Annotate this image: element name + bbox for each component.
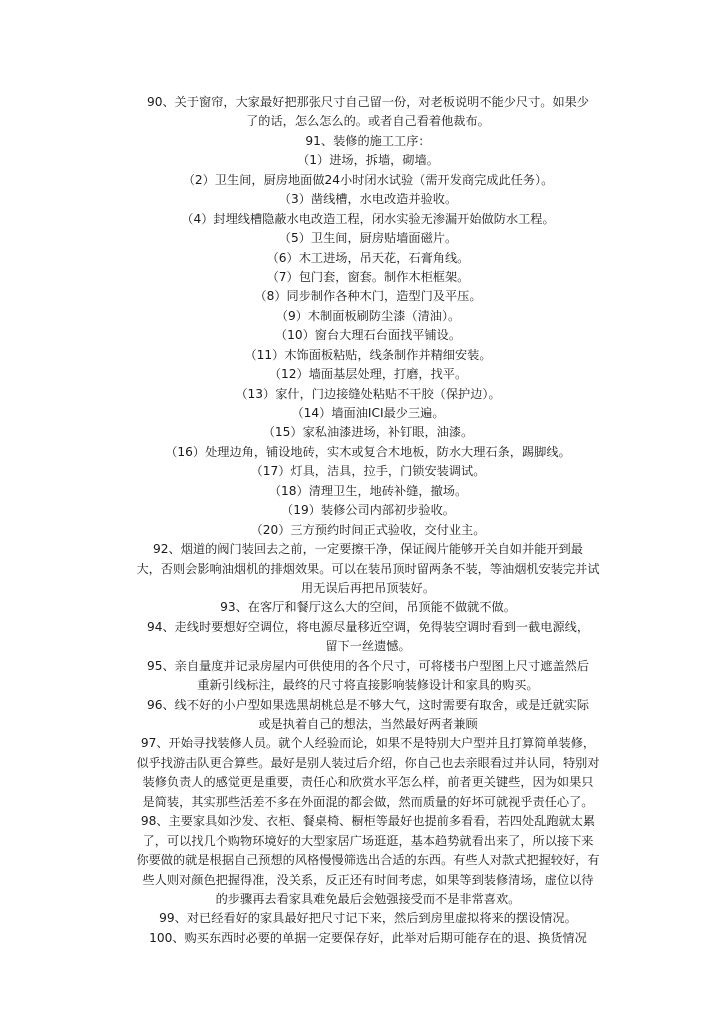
text-line: 94、走线时要想好空调位，将电源尽量移近空调，免得装空调时看到一截电源线， bbox=[146, 619, 590, 634]
text-line: 98、主要家具如沙发、衣柜、餐桌椅、橱柜等最好也提前多看看，若四处乱跑就太累 bbox=[140, 814, 596, 829]
text-line: （18）清理卫生，地砖补缝，撤场。 bbox=[268, 483, 468, 498]
text-line: （7）包门套，窗套。制作木柜框架。 bbox=[266, 269, 470, 284]
text-line: 90、关于窗帘，大家最好把那张尺寸自己留一份，对老板说明不能少尺寸。如果少 bbox=[146, 95, 590, 109]
text-line: 是简装，其实那些活差不多在外面混的都会做，然而质量的好坏可就视乎责任心了。 bbox=[142, 794, 594, 809]
text-line: 96、线不好的小户型如果选黑胡桃总是不够大气，这时需要有取舍，或是迁就实际 bbox=[146, 697, 590, 712]
text-line: （20）三方预约时间正式验收，交付业主。 bbox=[250, 522, 486, 537]
text-line: 95、亲自量度并记录房屋内可供使用的各个尺寸，可将楼书户型图上尺寸遮盖然后 bbox=[146, 658, 590, 673]
text-line: 的步骤再去看家具难免最后会勉强接受而不是非常喜欢。 bbox=[215, 891, 521, 906]
text-line: 99、对已经看好的家具最好把尺寸记下来，然后到房里虚拟将来的摆设情况。 bbox=[159, 911, 577, 926]
text-line: （4）封埋线槽隐蔽水电改造工程，闭水实验无渗漏开始做防水工程。 bbox=[181, 211, 555, 226]
text-line: （3）凿线槽，水电改造并验收。 bbox=[278, 192, 458, 207]
text-line: （6）木工进场，吊天花，石膏角线。 bbox=[266, 250, 470, 265]
text-line: 用无误后再把吊顶装好。 bbox=[300, 580, 436, 595]
text-line: 91、装修的施工工序： bbox=[305, 133, 431, 148]
text-line: 或是执着自己的想法，当然最好两者兼顾 bbox=[258, 717, 478, 731]
text-line: （9）木制面板刷防尘漆（清油）。 bbox=[275, 308, 461, 323]
text-line: 92、烟道的阀门装回去之前，一定要擦干净，保证阀片能够开关自如并能开到最 bbox=[153, 542, 583, 557]
text-line: 了，可以找几个购物环境好的大型家居广场逛逛，基本趋势就看出来了，所以接下来 bbox=[142, 833, 594, 848]
text-line: 大，否则会影响油烟机的排烟效果。可以在装吊顶时留两条不装，等油烟机安装完并试 bbox=[136, 561, 600, 576]
text-line: （10）窗台大理石台面找平铺设。 bbox=[274, 328, 462, 343]
text-line: （19）装修公司内部初步验收。 bbox=[281, 503, 455, 518]
text-line: （14）墙面油ICI最少三遍。 bbox=[291, 406, 445, 420]
text-line: （1）进场，拆墙，砌墙。 bbox=[297, 153, 439, 168]
text-line: （2）卫生间，厨房地面做24小时闭水试验（需开发商完成此任务）。 bbox=[182, 172, 554, 187]
text-line: （8）同步制作各种木门，造型门及平压。 bbox=[254, 289, 482, 304]
text-line: 97、开始寻找装修人员。就个人经验而论，如果不是特别大户型并且打算简单装修， bbox=[140, 736, 596, 751]
text-line: 重新引线标注，最终的尺寸将直接影响装修设计和家具的购买。 bbox=[197, 678, 539, 693]
text-line: （12）墙面基层处理，打磨，找平。 bbox=[268, 367, 468, 382]
text-line: （15）家私油漆进场，补钉眼，油漆。 bbox=[262, 425, 474, 440]
text-line: （5）卫生间，厨房贴墙面磁片。 bbox=[278, 231, 458, 246]
document-body bbox=[108, 93, 628, 948]
text-line: 装修负责人的感觉更是重要，责任心和欣赏水平怎么样，前者更关键些，因为如果只 bbox=[142, 775, 594, 790]
text-line: （17）灯具，洁具，拉手，门锁安装调试。 bbox=[250, 464, 486, 479]
text-line: （13）家什，门边接缝处粘贴不干胶（保护边）。 bbox=[235, 386, 501, 401]
text-line: 些人则对颜色把握得准，没关系，反正还有时间考虑，如果等到装修清场，虚位以待 bbox=[142, 872, 594, 887]
text-line: 了的话，怎么怎么的。或者自己看着他裁布。 bbox=[246, 114, 490, 129]
text-line: （11）木饰面板粘贴，线条制作并精细安装。 bbox=[244, 347, 492, 362]
text-line: 你要做的就是根据自己预想的风格慢慢筛选出合适的东西。有些人对款式把握较好，有 bbox=[136, 853, 600, 868]
text-line: 100、购买东西时必要的单据一定要保存好，此举对后期可能存在的退、换货情况 bbox=[149, 930, 587, 945]
text-line: 93、在客厅和餐厅这么大的空间，吊顶能不做就不做。 bbox=[220, 600, 516, 615]
text-line: 似乎找游击队更合算些。最好是别人装过后介绍，你自己也去亲眼看过并认同，特别对 bbox=[136, 755, 600, 770]
text-line: 留下一丝遗憾。 bbox=[325, 639, 411, 654]
text-line: （16）处理边角，铺设地砖，实木或复合木地板，防水大理石条，踢脚线。 bbox=[165, 444, 571, 459]
